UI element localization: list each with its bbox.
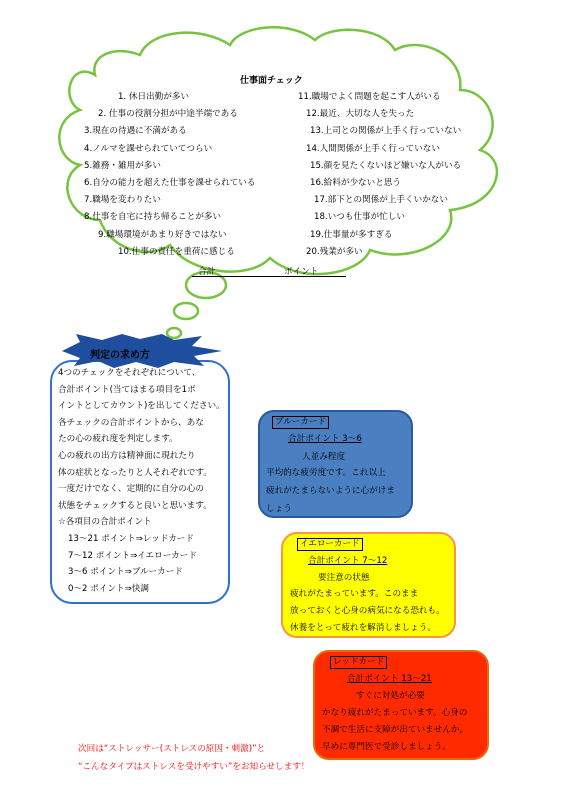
yellow-card-line: 疲れがたまっています。このまま <box>290 589 419 599</box>
red-card-line: 不調で生活に支障が出ていませんか。 <box>322 725 469 735</box>
blue-card-points: 合計ポイント 3～6 <box>288 434 362 444</box>
check-title: 仕事面チェック <box>240 76 303 86</box>
judge-line: たの心の疲れ度を判定します。 <box>58 434 178 445</box>
yellow-card-name: イエローカード <box>297 538 363 551</box>
judge-line: 合計ポイント(当てはまる項目を1ポ <box>58 384 196 395</box>
judge-line: ☆各項目の合計ポイント <box>58 517 152 528</box>
judge-line: 0～2 ポイント⇒快調 <box>68 583 150 594</box>
red-card-level: すぐに対処が必要 <box>356 691 425 701</box>
footer-line-1: 次回は“ストレッサー(ストレスの原因・刺激)”と <box>78 744 266 754</box>
footer-line-2: “こんなタイプはストレスを受けやすい”をお知らせします！ <box>78 762 310 772</box>
judge-line: イントとしてカウント)を出してください。 <box>58 401 225 412</box>
check-item: 10.仕事の責任を重荷に感じる <box>118 246 235 257</box>
blue-card-line: しょう <box>266 504 292 514</box>
judge-line: 7～12 ポイント⇒イエローカード <box>68 550 197 561</box>
check-item: 19.仕事量が多すぎる <box>310 229 393 240</box>
total-label: 合計 <box>198 267 216 277</box>
judge-line: 4つのチェックをそれぞれについて、 <box>58 368 201 378</box>
blue-card-line: 疲れがたまらないように心がけま <box>266 486 395 496</box>
judge-line: 13～21 ポイント⇒レッドカード <box>68 534 194 544</box>
red-card-points: 合計ポイント 13～21 <box>347 674 432 684</box>
check-item: 15.顔を見たくないほど嫌いな人がいる <box>310 160 462 171</box>
check-item: 14.人間関係が上手く行っていない <box>306 143 440 154</box>
check-item: 12.最近、大切な人を失った <box>306 109 415 120</box>
yellow-card-level: 要注意の状態 <box>318 573 370 583</box>
judge-line: 一度だけでなく、定期的に自分の心の <box>58 484 204 495</box>
check-item: 20.残業が多い <box>306 246 363 257</box>
check-item: 16.給料が少ないと思う <box>310 178 402 188</box>
blue-card-line: 平均的な疲労度です。これ以上 <box>266 468 386 478</box>
check-item: 6.自分の能力を超えた仕事を課せられている <box>84 178 256 188</box>
check-item: 13.上司との関係が上手く行っていない <box>310 126 462 137</box>
blue-card-name: ブルーカード <box>272 416 329 429</box>
check-item: 11.職場でよく問題を起こす人がいる <box>298 92 441 102</box>
check-item: 9.職場環境があまり好きではない <box>98 229 227 240</box>
check-item: 4.ノルマを課せられていてつらい <box>84 143 213 154</box>
check-item: 8.仕事を自宅に持ち帰ることが多い <box>84 212 222 223</box>
check-item: 1. 休日出勤が多い <box>118 92 190 102</box>
points-label: ポイント <box>284 267 319 277</box>
red-card-name: レッドカード <box>330 656 387 669</box>
total-underline <box>192 276 346 277</box>
check-item: 5.雑務・雑用が多い <box>84 160 161 171</box>
check-item: 2. 仕事の役割分担が中途半端である <box>98 109 238 120</box>
check-item: 7.職場を変わりたい <box>84 195 161 206</box>
judge-line: 3～6 ポイント⇒ブルーカード <box>68 567 183 578</box>
judge-line: 体の症状となったりと人それぞれです。 <box>58 467 213 478</box>
yellow-card-line: 休養をとって疲れを解消しましょう。 <box>290 623 436 633</box>
check-item: 3.現在の待遇に不満がある <box>84 126 187 137</box>
judge-line: 心の疲れの出方は精神面に現れたり <box>58 451 196 461</box>
check-item: 18.いつも仕事が忙しい <box>314 212 406 223</box>
yellow-card-points: 合計ポイント 7～12 <box>308 556 388 566</box>
red-card-line: 早めに専門医で受診しましょう。 <box>322 742 451 752</box>
judge-line: 状態をチェックすると良いと思います。 <box>58 500 212 511</box>
judge-heading: 判定の求め方 <box>90 350 150 361</box>
check-item: 17.部下との関係が上手くいかない <box>314 195 448 206</box>
red-card-line: かなり疲れがたまっています。心身の <box>322 708 468 718</box>
yellow-card-line: 放っておくと心身の病気になる恐れも。 <box>290 606 445 616</box>
blue-card-level: 人並み程度 <box>302 452 345 462</box>
judge-line: 各チェックの合計ポイントから、あな <box>58 417 204 428</box>
